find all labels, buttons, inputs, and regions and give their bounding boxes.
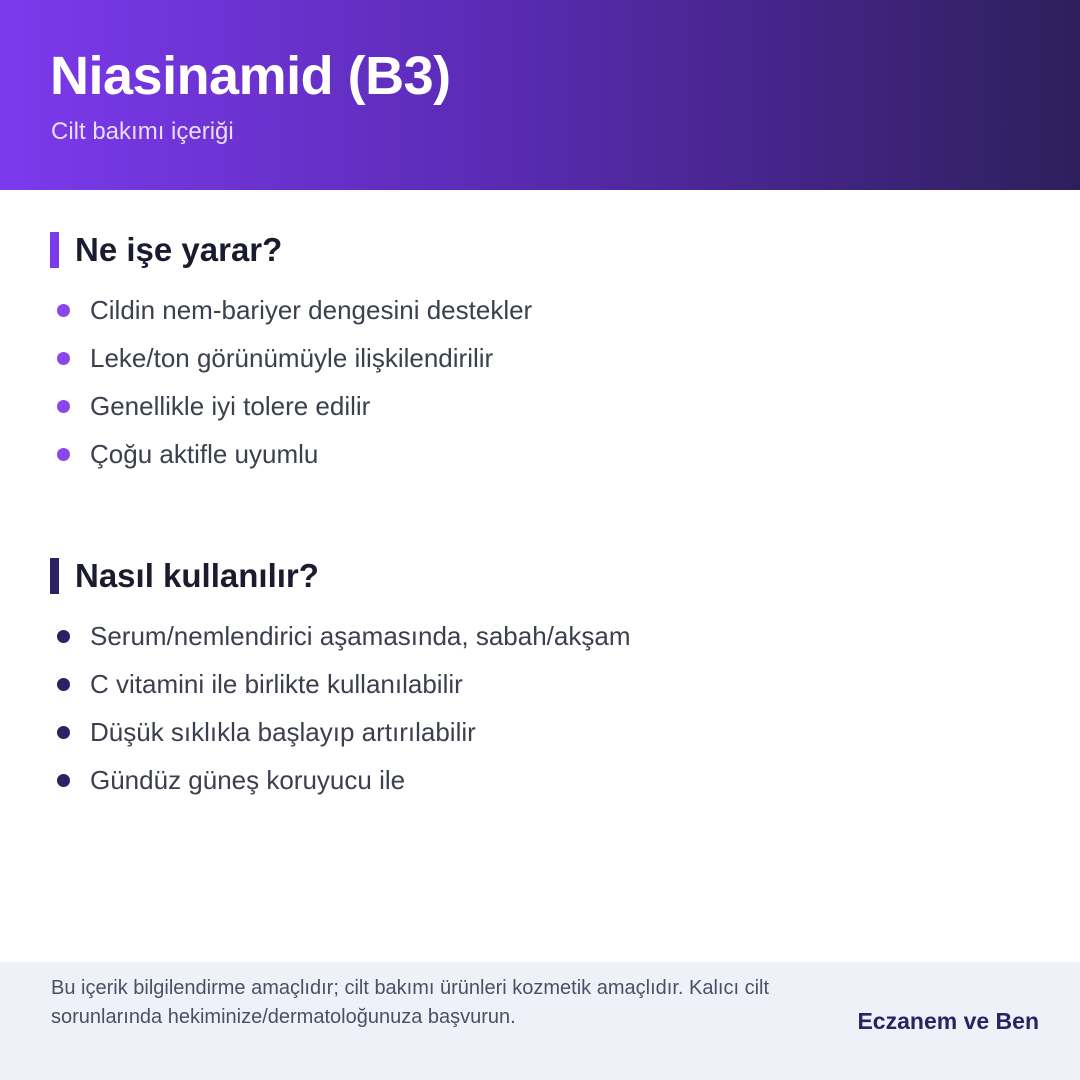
benefits-list xyxy=(50,286,1030,478)
list-item-text: Gündüz güneş koruyucu ile xyxy=(90,765,406,795)
list-item-text: Genellikle iyi tolere edilir xyxy=(90,391,371,421)
list-item-text: Düşük sıklıkla başlayıp artırılabilir xyxy=(90,717,476,747)
bullet-dot-icon xyxy=(57,448,70,461)
usage-list xyxy=(50,612,1030,804)
list-item xyxy=(50,334,1030,382)
list-item xyxy=(50,660,1030,708)
list-item-text: Cildin nem-bariyer dengesini destekler xyxy=(90,295,533,325)
header-banner xyxy=(0,0,1080,190)
section-heading xyxy=(50,558,1030,594)
list-item xyxy=(50,382,1030,430)
bullet-dot-icon xyxy=(57,678,70,691)
section-title: Ne işe yarar? xyxy=(75,231,283,268)
bullet-dot-icon xyxy=(57,400,70,413)
bullet-dot-icon xyxy=(57,352,70,365)
list-item xyxy=(50,612,1030,660)
heading-accent-bar xyxy=(50,232,59,268)
heading-accent-bar xyxy=(50,558,59,594)
footer xyxy=(0,962,1080,1080)
list-item-text: Çoğu aktifle uyumlu xyxy=(90,439,319,469)
page-title: Niasinamid (B3) xyxy=(50,46,451,106)
list-item-text: C vitamini ile birlikte kullanılabilir xyxy=(90,669,463,699)
list-item xyxy=(50,756,1030,804)
benefits-section xyxy=(50,232,1030,478)
page-subtitle: Cilt bakımı içeriği xyxy=(51,118,234,145)
section-heading xyxy=(50,232,1030,268)
disclaimer-text: Bu içerik bilgilendirme amaçlıdır; cilt bakımı ürünleri kozmetik amaçlıdır. Kalıcı cilt sorunlarında hekiminize/dermatoloğunuza başvurun. xyxy=(51,977,770,1028)
bullet-dot-icon xyxy=(57,774,70,787)
usage-section xyxy=(50,558,1030,804)
list-item-text: Serum/nemlendirici aşamasında, sabah/akşam xyxy=(90,621,631,651)
list-item xyxy=(50,708,1030,756)
bullet-dot-icon xyxy=(57,304,70,317)
bullet-dot-icon xyxy=(57,630,70,643)
list-item-text: Leke/ton görünümüyle ilişkilendirilir xyxy=(90,343,494,373)
list-item xyxy=(50,430,1030,478)
brand-name: Eczanem ve Ben xyxy=(857,1008,1039,1034)
section-title: Nasıl kullanılır? xyxy=(75,557,319,594)
bullet-dot-icon xyxy=(57,726,70,739)
list-item xyxy=(50,286,1030,334)
